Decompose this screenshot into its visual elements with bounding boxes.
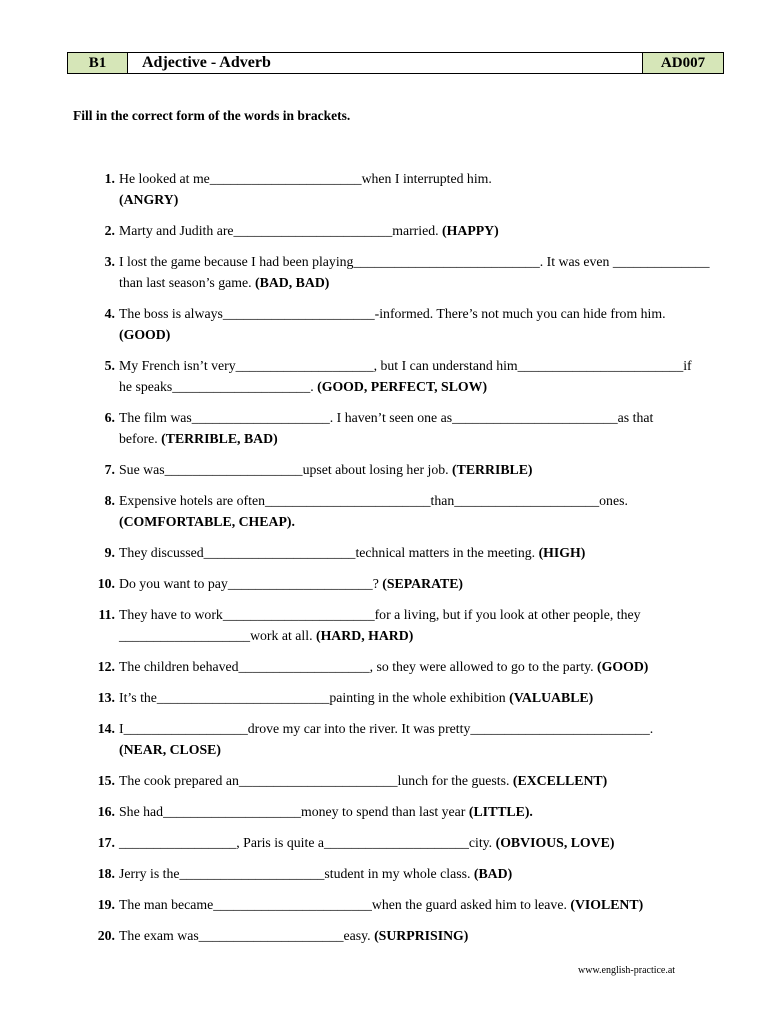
instruction-text: Fill in the correct form of the words in brackets. xyxy=(73,108,351,123)
exercise-text: The children behaved___________________, so they were allowed to go to the party. xyxy=(119,659,598,674)
exercise-item xyxy=(90,168,738,210)
exercise-number: 4. xyxy=(104,306,115,321)
exercise-text: The exam was_____________________easy. xyxy=(119,928,375,943)
exercise-line xyxy=(119,428,653,449)
exercise-line xyxy=(119,355,692,376)
exercise-number: 1. xyxy=(104,171,115,186)
exercise-body xyxy=(119,718,653,760)
word-hint: (VIOLENT) xyxy=(570,897,644,912)
word-hint: (GOOD) xyxy=(119,327,171,342)
exercise-body xyxy=(119,687,593,708)
footer-url: www.english-practice.at xyxy=(578,965,676,976)
exercise-item xyxy=(90,407,738,449)
exercise-line xyxy=(119,625,641,646)
exercise-number: 15. xyxy=(97,773,115,788)
exercise-line xyxy=(119,925,468,946)
exercise-item xyxy=(90,355,738,397)
exercise-text: The boss is always______________________-informed. There’s not much you can hide from him. xyxy=(119,306,666,321)
exercise-item xyxy=(90,542,738,563)
exercise-text: He looked at me______________________when I interrupted him. xyxy=(119,171,496,186)
exercise-body xyxy=(119,355,692,397)
exercise-text: Expensive hotels are often________________________than_____________________ones. xyxy=(119,493,628,508)
exercise-text: _________________, Paris is quite a_____________________city. xyxy=(119,835,496,850)
header-table xyxy=(67,52,724,74)
word-hint: (SEPARATE) xyxy=(382,576,464,591)
word-hint: (LITTLE). xyxy=(468,804,533,819)
exercise-item xyxy=(90,220,738,241)
exercise-number: 12. xyxy=(97,659,115,674)
exercise-line xyxy=(119,739,653,760)
exercise-item xyxy=(90,801,738,822)
exercise-body xyxy=(119,573,463,594)
exercise-number: 7. xyxy=(104,462,115,477)
exercise-line xyxy=(119,770,607,791)
exercise-line xyxy=(119,251,709,272)
exercise-body xyxy=(119,251,709,293)
exercise-text: ___________________work at all. xyxy=(119,628,316,643)
exercise-number: 19. xyxy=(97,897,115,912)
exercise-number: 3. xyxy=(104,254,115,269)
exercise-text: Do you want to pay_____________________? xyxy=(119,576,383,591)
exercise-line xyxy=(119,604,641,625)
exercise-body xyxy=(119,832,614,853)
exercise-item xyxy=(90,925,738,946)
exercise-body xyxy=(119,604,641,646)
exercise-number: 14. xyxy=(97,721,115,736)
exercise-item xyxy=(90,832,738,853)
exercise-line xyxy=(119,894,643,915)
exercise-number: 10. xyxy=(97,576,115,591)
exercise-code: AD007 xyxy=(642,53,723,73)
exercise-item xyxy=(90,687,738,708)
exercise-number: 17. xyxy=(97,835,115,850)
word-hint: (BAD) xyxy=(473,866,513,881)
exercise-item xyxy=(90,604,738,646)
page-title: Adjective - Adverb xyxy=(142,54,271,71)
word-hint: (HARD, HARD) xyxy=(315,628,414,643)
exercise-line xyxy=(119,272,709,293)
word-hint: (HAPPY) xyxy=(442,223,499,238)
exercise-number: 6. xyxy=(104,410,115,425)
word-hint: (COMFORTABLE, CHEAP). xyxy=(119,514,295,529)
exercise-text: The film was____________________. I haven’t seen one as________________________as that xyxy=(119,410,654,425)
exercise-text: he speaks____________________. xyxy=(119,379,318,394)
exercise-line xyxy=(119,303,666,324)
exercise-body xyxy=(119,542,585,563)
exercise-body xyxy=(119,925,468,946)
exercise-line xyxy=(119,376,692,397)
exercise-line xyxy=(119,801,533,822)
exercise-line xyxy=(119,832,614,853)
exercise-line xyxy=(119,573,463,594)
word-hint: (HIGH) xyxy=(538,545,586,560)
exercise-body xyxy=(119,770,607,791)
word-hint: (GOOD) xyxy=(597,659,649,674)
exercise-body xyxy=(119,863,512,884)
exercise-text: They discussed______________________technical matters in the meeting. xyxy=(119,545,539,560)
exercise-item xyxy=(90,573,738,594)
exercise-line xyxy=(119,511,628,532)
word-hint: (BAD, BAD) xyxy=(255,275,330,290)
exercise-text: She had____________________money to spend than last year xyxy=(119,804,469,819)
exercise-text: Sue was____________________upset about losing her job. xyxy=(119,462,453,477)
exercise-item xyxy=(90,770,738,791)
exercise-item xyxy=(90,656,738,677)
exercise-text: Marty and Judith are_______________________married. xyxy=(119,223,443,238)
exercise-body xyxy=(119,220,499,241)
exercise-item xyxy=(90,251,738,293)
word-hint: (ANGRY) xyxy=(119,192,179,207)
exercise-line xyxy=(119,687,593,708)
exercise-text: before. xyxy=(119,431,162,446)
word-hint: (VALUABLE) xyxy=(509,690,594,705)
exercise-line xyxy=(119,189,495,210)
exercise-text: My French isn’t very____________________, but I can understand him________________________if xyxy=(119,358,692,373)
exercise-line xyxy=(119,459,533,480)
exercise-item xyxy=(90,863,738,884)
exercise-text: Jerry is the_____________________student in my whole class. xyxy=(119,866,474,881)
exercise-body xyxy=(119,656,648,677)
exercise-text: The cook prepared an_______________________lunch for the guests. xyxy=(119,773,513,788)
exercise-item xyxy=(90,490,738,532)
word-hint: (OBVIOUS, LOVE) xyxy=(495,835,615,850)
exercise-number: 2. xyxy=(104,223,115,238)
exercise-item xyxy=(90,459,738,480)
exercise-text: than last season’s game. xyxy=(119,275,256,290)
exercise-number: 9. xyxy=(104,545,115,560)
exercise-text: The man became_______________________when the guard asked him to leave. xyxy=(119,897,571,912)
word-hint: (EXCELLENT) xyxy=(512,773,608,788)
exercise-item xyxy=(90,894,738,915)
exercise-line xyxy=(119,324,666,345)
exercise-number: 11. xyxy=(98,607,115,622)
exercise-body xyxy=(119,459,533,480)
exercise-line xyxy=(119,718,653,739)
exercise-line xyxy=(119,542,585,563)
exercise-text: I__________________drove my car into the river. It was pretty__________________________. xyxy=(119,721,654,736)
word-hint: (TERRIBLE) xyxy=(452,462,533,477)
exercise-item xyxy=(90,303,738,345)
exercise-line xyxy=(119,863,512,884)
level-badge: B1 xyxy=(68,53,128,73)
word-hint: (TERRIBLE, BAD) xyxy=(161,431,278,446)
exercise-number: 20. xyxy=(97,928,115,943)
word-hint: (GOOD, PERFECT, SLOW) xyxy=(317,379,488,394)
exercise-body xyxy=(119,407,653,449)
exercise-number: 5. xyxy=(104,358,115,373)
exercise-line xyxy=(119,490,628,511)
exercise-line xyxy=(119,220,499,241)
exercise-number: 13. xyxy=(97,690,115,705)
word-hint: (SURPRISING) xyxy=(374,928,469,943)
exercise-item xyxy=(90,718,738,760)
exercise-line xyxy=(119,656,648,677)
exercise-body xyxy=(119,303,666,345)
exercise-number: 16. xyxy=(97,804,115,819)
exercise-number: 8. xyxy=(104,493,115,508)
word-hint: (NEAR, CLOSE) xyxy=(119,742,221,757)
exercise-number: 18. xyxy=(97,866,115,881)
exercise-text: They have to work______________________for a living, but if you look at other people, they xyxy=(119,607,641,622)
exercise-list xyxy=(90,168,738,946)
exercise-body xyxy=(119,490,628,532)
exercise-body xyxy=(119,168,495,210)
exercise-line xyxy=(119,168,495,189)
exercise-body xyxy=(119,894,643,915)
exercise-line xyxy=(119,407,653,428)
exercise-text: It’s the_________________________painting in the whole exhibition xyxy=(119,690,510,705)
exercise-body xyxy=(119,801,533,822)
exercise-text: I lost the game because I had been playing___________________________. It was even ______________ xyxy=(119,254,710,269)
